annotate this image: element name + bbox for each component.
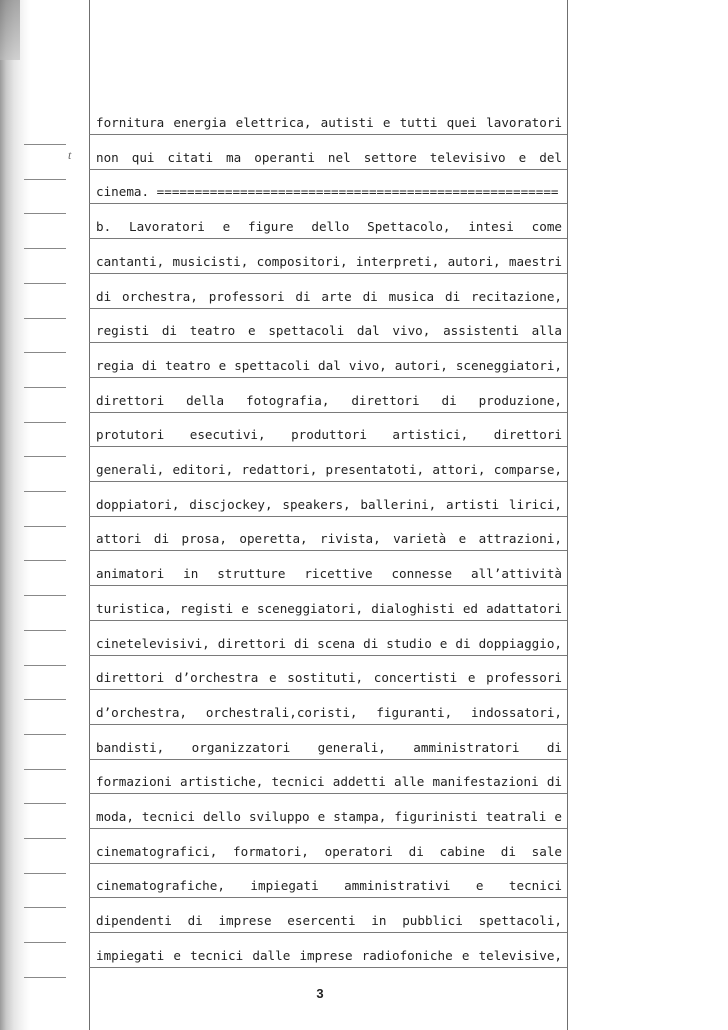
text-line: animatori in strutture ricettive connesse all’attività (96, 566, 562, 582)
text-line: protutori esecutivi, produttori artistici, direttori (96, 427, 562, 443)
ruled-line (89, 724, 567, 725)
text-line: cinetelevisivi, direttori di scena di studio e di doppiaggio, (96, 635, 562, 651)
ruled-line (89, 689, 567, 690)
page-number: 3 (316, 986, 324, 1001)
text-line: di orchestra, professori di arte di musica di recitazione, (96, 288, 562, 304)
ruled-line (89, 932, 567, 933)
ruled-line (89, 377, 567, 378)
text-line: cantanti, musicisti, compositori, interpreti, autori, maestri (96, 253, 562, 269)
margin-mark: t (68, 148, 72, 162)
ruled-line (89, 967, 567, 968)
text-line: formazioni artistiche, tecnici addetti alle manifestazioni di (96, 774, 562, 790)
text-line: cinematografici, formatori, operatori di cabine di sale (96, 843, 562, 859)
ruled-line (89, 273, 567, 274)
text-line: b. Lavoratori e figure dello Spettacolo, intesi come (96, 219, 562, 235)
ruled-line (89, 203, 567, 204)
text-line: doppiatori, discjockey, speakers, ballerini, artisti lirici, (96, 496, 562, 512)
ruled-line (89, 481, 567, 482)
text-line: attori di prosa, operetta, rivista, varietà e attrazioni, (96, 531, 562, 547)
ruled-line (89, 412, 567, 413)
text-line: non qui citati ma operanti nel settore televisivo e del (96, 149, 562, 165)
text-line: turistica, registi e sceneggiatori, dialoghisti ed adattatori (96, 600, 562, 616)
ruled-line (89, 759, 567, 760)
ruled-line (89, 793, 567, 794)
text-line: registi di teatro e spettacoli dal vivo, assistenti alla (96, 323, 562, 339)
ruled-line (89, 550, 567, 551)
ruled-line (89, 238, 567, 239)
ruled-line (89, 169, 567, 170)
ruled-line (89, 516, 567, 517)
text-line: cinematografiche, impiegati amministrativi e tecnici (96, 878, 562, 894)
text-line: moda, tecnici dello sviluppo e stampa, figurinisti teatrali e (96, 809, 562, 824)
ruled-line (89, 134, 567, 135)
text-line: fornitura energia elettrica, autisti e tutti quei lavoratori (96, 115, 562, 130)
ruled-line (89, 863, 567, 864)
ruled-line (89, 897, 567, 898)
ruled-line (89, 585, 567, 586)
ruled-line (89, 446, 567, 447)
text-line: impiegati e tecnici dalle imprese radiofoniche e televisive, (96, 947, 562, 963)
ruled-line (89, 620, 567, 621)
text-line: cinema. ===================================================== (96, 184, 559, 200)
ruled-line (89, 655, 567, 656)
text-line: d’orchestra, orchestrali,coristi, figuranti, indossatori, (96, 704, 562, 720)
text-line: dipendenti di imprese esercenti in pubblici spettacoli, (96, 913, 562, 929)
ruled-line (89, 828, 567, 829)
text-line: direttori d’orchestra e sostituti, concertisti e professori (96, 670, 562, 686)
text-line: regia di teatro e spettacoli dal vivo, autori, sceneggiatori, (96, 357, 562, 373)
text-line: direttori della fotografia, direttori di produzione, (96, 392, 562, 408)
ruled-line (89, 342, 567, 343)
text-line: generali, editori, redattori, presentatoti, attori, comparse, (96, 462, 562, 477)
text-line: bandisti, organizzatori generali, amministratori di (96, 739, 562, 755)
ruled-line (89, 308, 567, 309)
